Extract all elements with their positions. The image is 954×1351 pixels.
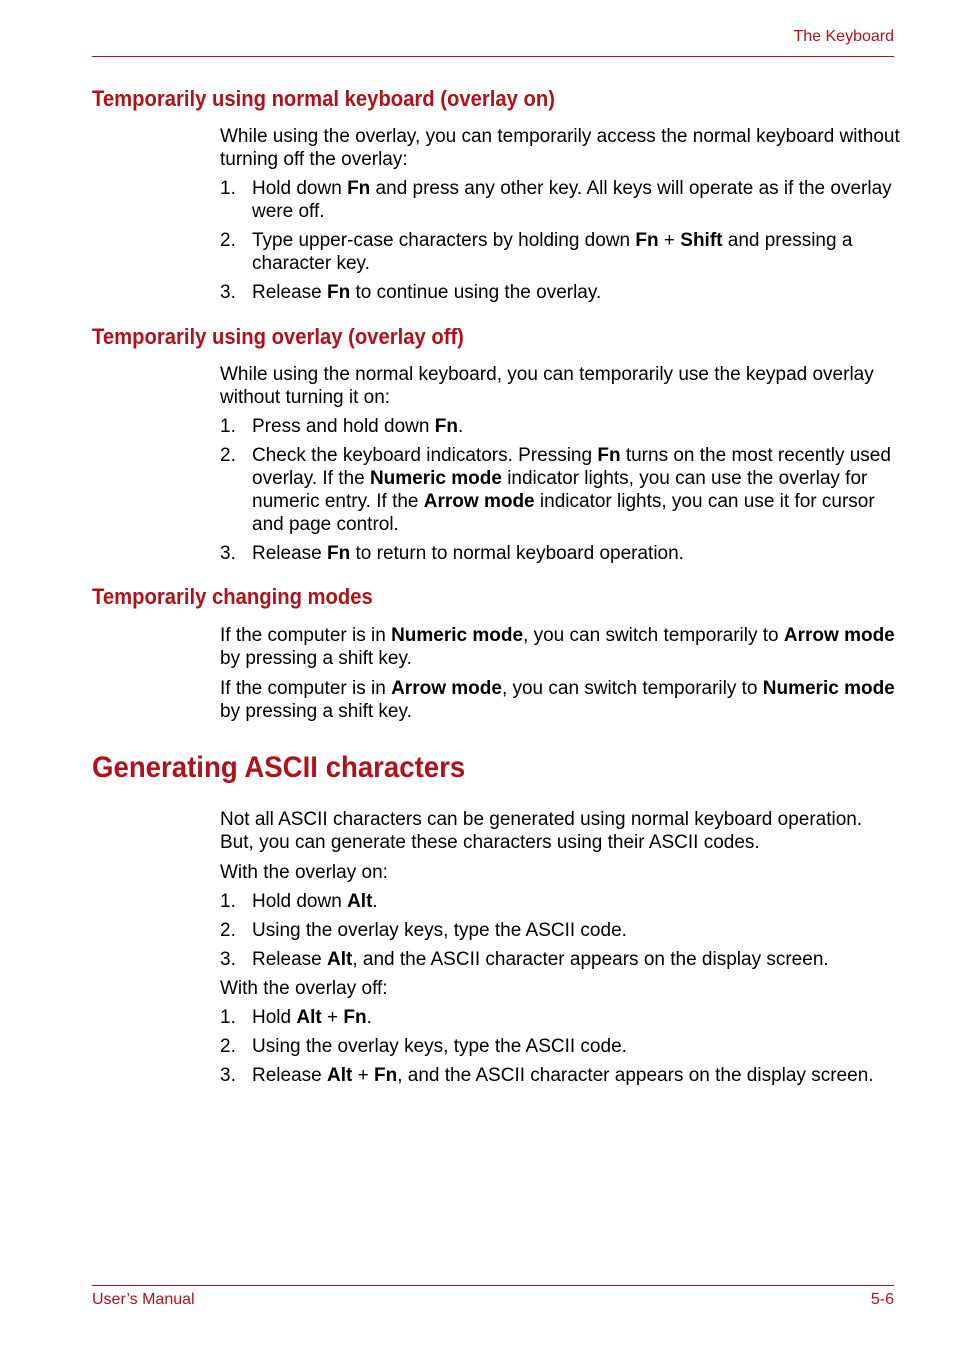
- bold-term: Fn: [347, 178, 371, 199]
- section-body-overlay-off: [220, 363, 900, 571]
- list-item-text: [252, 891, 378, 912]
- text-run: If the computer is in: [220, 678, 392, 699]
- text-run: Hold: [252, 1007, 297, 1028]
- bold-term: Arrow mode: [423, 491, 535, 512]
- bold-term: Alt: [327, 949, 353, 970]
- list-item: [220, 948, 900, 971]
- bold-term: Arrow mode: [783, 625, 895, 646]
- text-run: and pressing a character key.: [252, 230, 853, 274]
- list-item: [220, 444, 900, 536]
- intro-paragraph: Not all ASCII characters can be generated using normal keyboard operation. But, you can generate these characters using their ASCII codes.: [220, 809, 863, 853]
- text-run: turns on the most recently used overlay. If the: [252, 445, 891, 489]
- footer-page-number: 5-6: [870, 1291, 894, 1308]
- list-item: [220, 281, 900, 304]
- numbered-list: [220, 415, 900, 565]
- text-run: Release: [252, 282, 327, 303]
- text-run: Type upper-case characters by holding down: [252, 230, 636, 251]
- list-item-number: 3.: [220, 543, 236, 564]
- section-heading-overlay-off: Temporarily using overlay (overlay off): [92, 324, 464, 349]
- intro-paragraph: While using the normal keyboard, you can temporarily use the keypad overlay without turning it on:: [220, 364, 874, 408]
- bold-term: Shift: [680, 230, 723, 251]
- text-run: .: [457, 416, 464, 437]
- list-item: [220, 919, 900, 942]
- list-item-text: [252, 1036, 627, 1057]
- text-run: to return to normal keyboard operation.: [350, 543, 684, 564]
- overlay-on-label: With the overlay on:: [220, 862, 388, 883]
- mode-paragraph-2: [220, 677, 900, 723]
- bold-term: Arrow mode: [391, 678, 502, 699]
- list-item-number: 1.: [220, 1007, 236, 1028]
- list-item-text: [252, 949, 829, 970]
- list-item: [220, 229, 900, 275]
- text-run: +: [658, 230, 681, 251]
- list-item-number: 3.: [220, 1065, 236, 1086]
- numbered-list-overlay-off: [220, 1006, 900, 1087]
- bold-term: Fn: [327, 543, 351, 564]
- bold-term: Alt: [296, 1007, 322, 1028]
- text-run: .: [366, 1007, 372, 1028]
- bold-term: Fn: [373, 1065, 398, 1086]
- list-item-number: 3.: [220, 949, 236, 970]
- mode-paragraph-1: [220, 624, 900, 670]
- overlay-off-label: With the overlay off:: [220, 978, 388, 999]
- list-item-text: [252, 416, 463, 437]
- list-item: [220, 415, 900, 438]
- list-item-text: [252, 543, 684, 564]
- section-body-changing-modes: [220, 624, 900, 723]
- bold-term: Numeric mode: [762, 678, 895, 699]
- bold-term: Alt: [347, 891, 373, 912]
- list-item-text: [252, 178, 892, 222]
- section-heading-overlay-on: Temporarily using normal keyboard (overlay on): [92, 86, 556, 111]
- list-item-number: 1.: [220, 178, 236, 199]
- list-item-text: [252, 920, 627, 941]
- text-run: +: [321, 1007, 344, 1028]
- text-run: Hold down: [252, 891, 348, 912]
- text-run: Release: [252, 1065, 327, 1086]
- text-run: Using the overlay keys, type the ASCII code.: [252, 920, 627, 941]
- list-item-text: [252, 1065, 874, 1086]
- text-run: Check the keyboard indicators. Pressing: [252, 445, 598, 466]
- text-run: Hold down: [252, 178, 348, 199]
- list-item-number: 2.: [220, 1036, 236, 1057]
- text-run: , you can switch temporarily to: [501, 678, 763, 699]
- numbered-list: [220, 177, 900, 304]
- section-heading-ascii: Generating ASCII characters: [92, 751, 466, 784]
- list-item-number: 2.: [220, 445, 236, 466]
- text-run: indicator lights, you can use it for cursor and page control.: [252, 491, 875, 535]
- text-run: , and the ASCII character appears on the display screen.: [397, 1065, 874, 1086]
- list-item: [220, 890, 900, 913]
- list-item-number: 1.: [220, 891, 236, 912]
- footer-rule: [92, 1285, 894, 1286]
- text-run: If the computer is in: [220, 625, 392, 646]
- list-item-text: [252, 445, 891, 535]
- header-rule: [92, 56, 894, 57]
- text-run: Using the overlay keys, type the ASCII code.: [252, 1036, 627, 1057]
- section-body-ascii: [220, 808, 900, 1093]
- list-item: [220, 1035, 900, 1058]
- text-run: to continue using the overlay.: [350, 282, 602, 303]
- bold-term: Numeric mode: [391, 625, 524, 646]
- text-run: and press any other key. All keys will operate as if the overlay were off.: [252, 178, 892, 222]
- text-run: Press and hold down: [252, 416, 435, 437]
- list-item-text: [252, 230, 852, 274]
- text-run: Release: [252, 543, 327, 564]
- list-item-number: 2.: [220, 920, 236, 941]
- footer-manual-title: User’s Manual: [92, 1291, 195, 1308]
- text-run: Release: [252, 949, 327, 970]
- bold-term: Fn: [327, 282, 351, 303]
- bold-term: Fn: [343, 1007, 367, 1028]
- bold-term: Alt: [327, 1065, 353, 1086]
- list-item-number: 3.: [220, 282, 236, 303]
- list-item-number: 1.: [220, 416, 236, 437]
- list-item: [220, 177, 900, 223]
- list-item-text: [252, 282, 601, 303]
- list-item: [220, 1064, 900, 1087]
- numbered-list-overlay-on: [220, 890, 900, 971]
- bold-term: Fn: [434, 416, 458, 437]
- header-title: The Keyboard: [793, 28, 894, 45]
- text-run: by pressing a shift key.: [220, 648, 412, 669]
- text-run: , you can switch temporarily to: [523, 625, 784, 646]
- bold-term: Numeric mode: [369, 468, 502, 489]
- list-item: [220, 1006, 900, 1029]
- list-item-number: 2.: [220, 230, 236, 251]
- section-heading-changing-modes: Temporarily changing modes: [92, 584, 373, 609]
- section-body-overlay-on: [220, 125, 900, 310]
- list-item-text: [252, 1007, 372, 1028]
- text-run: by pressing a shift key.: [220, 701, 412, 722]
- text-run: indicator lights, you can use the overlay for numeric entry. If the: [252, 468, 868, 512]
- text-run: , and the ASCII character appears on the display screen.: [352, 949, 829, 970]
- intro-paragraph: While using the overlay, you can temporarily access the normal keyboard without turning off the overlay:: [220, 126, 900, 170]
- text-run: .: [372, 891, 378, 912]
- bold-term: Fn: [597, 445, 621, 466]
- bold-term: Fn: [635, 230, 659, 251]
- text-run: +: [352, 1065, 374, 1086]
- list-item: [220, 542, 900, 565]
